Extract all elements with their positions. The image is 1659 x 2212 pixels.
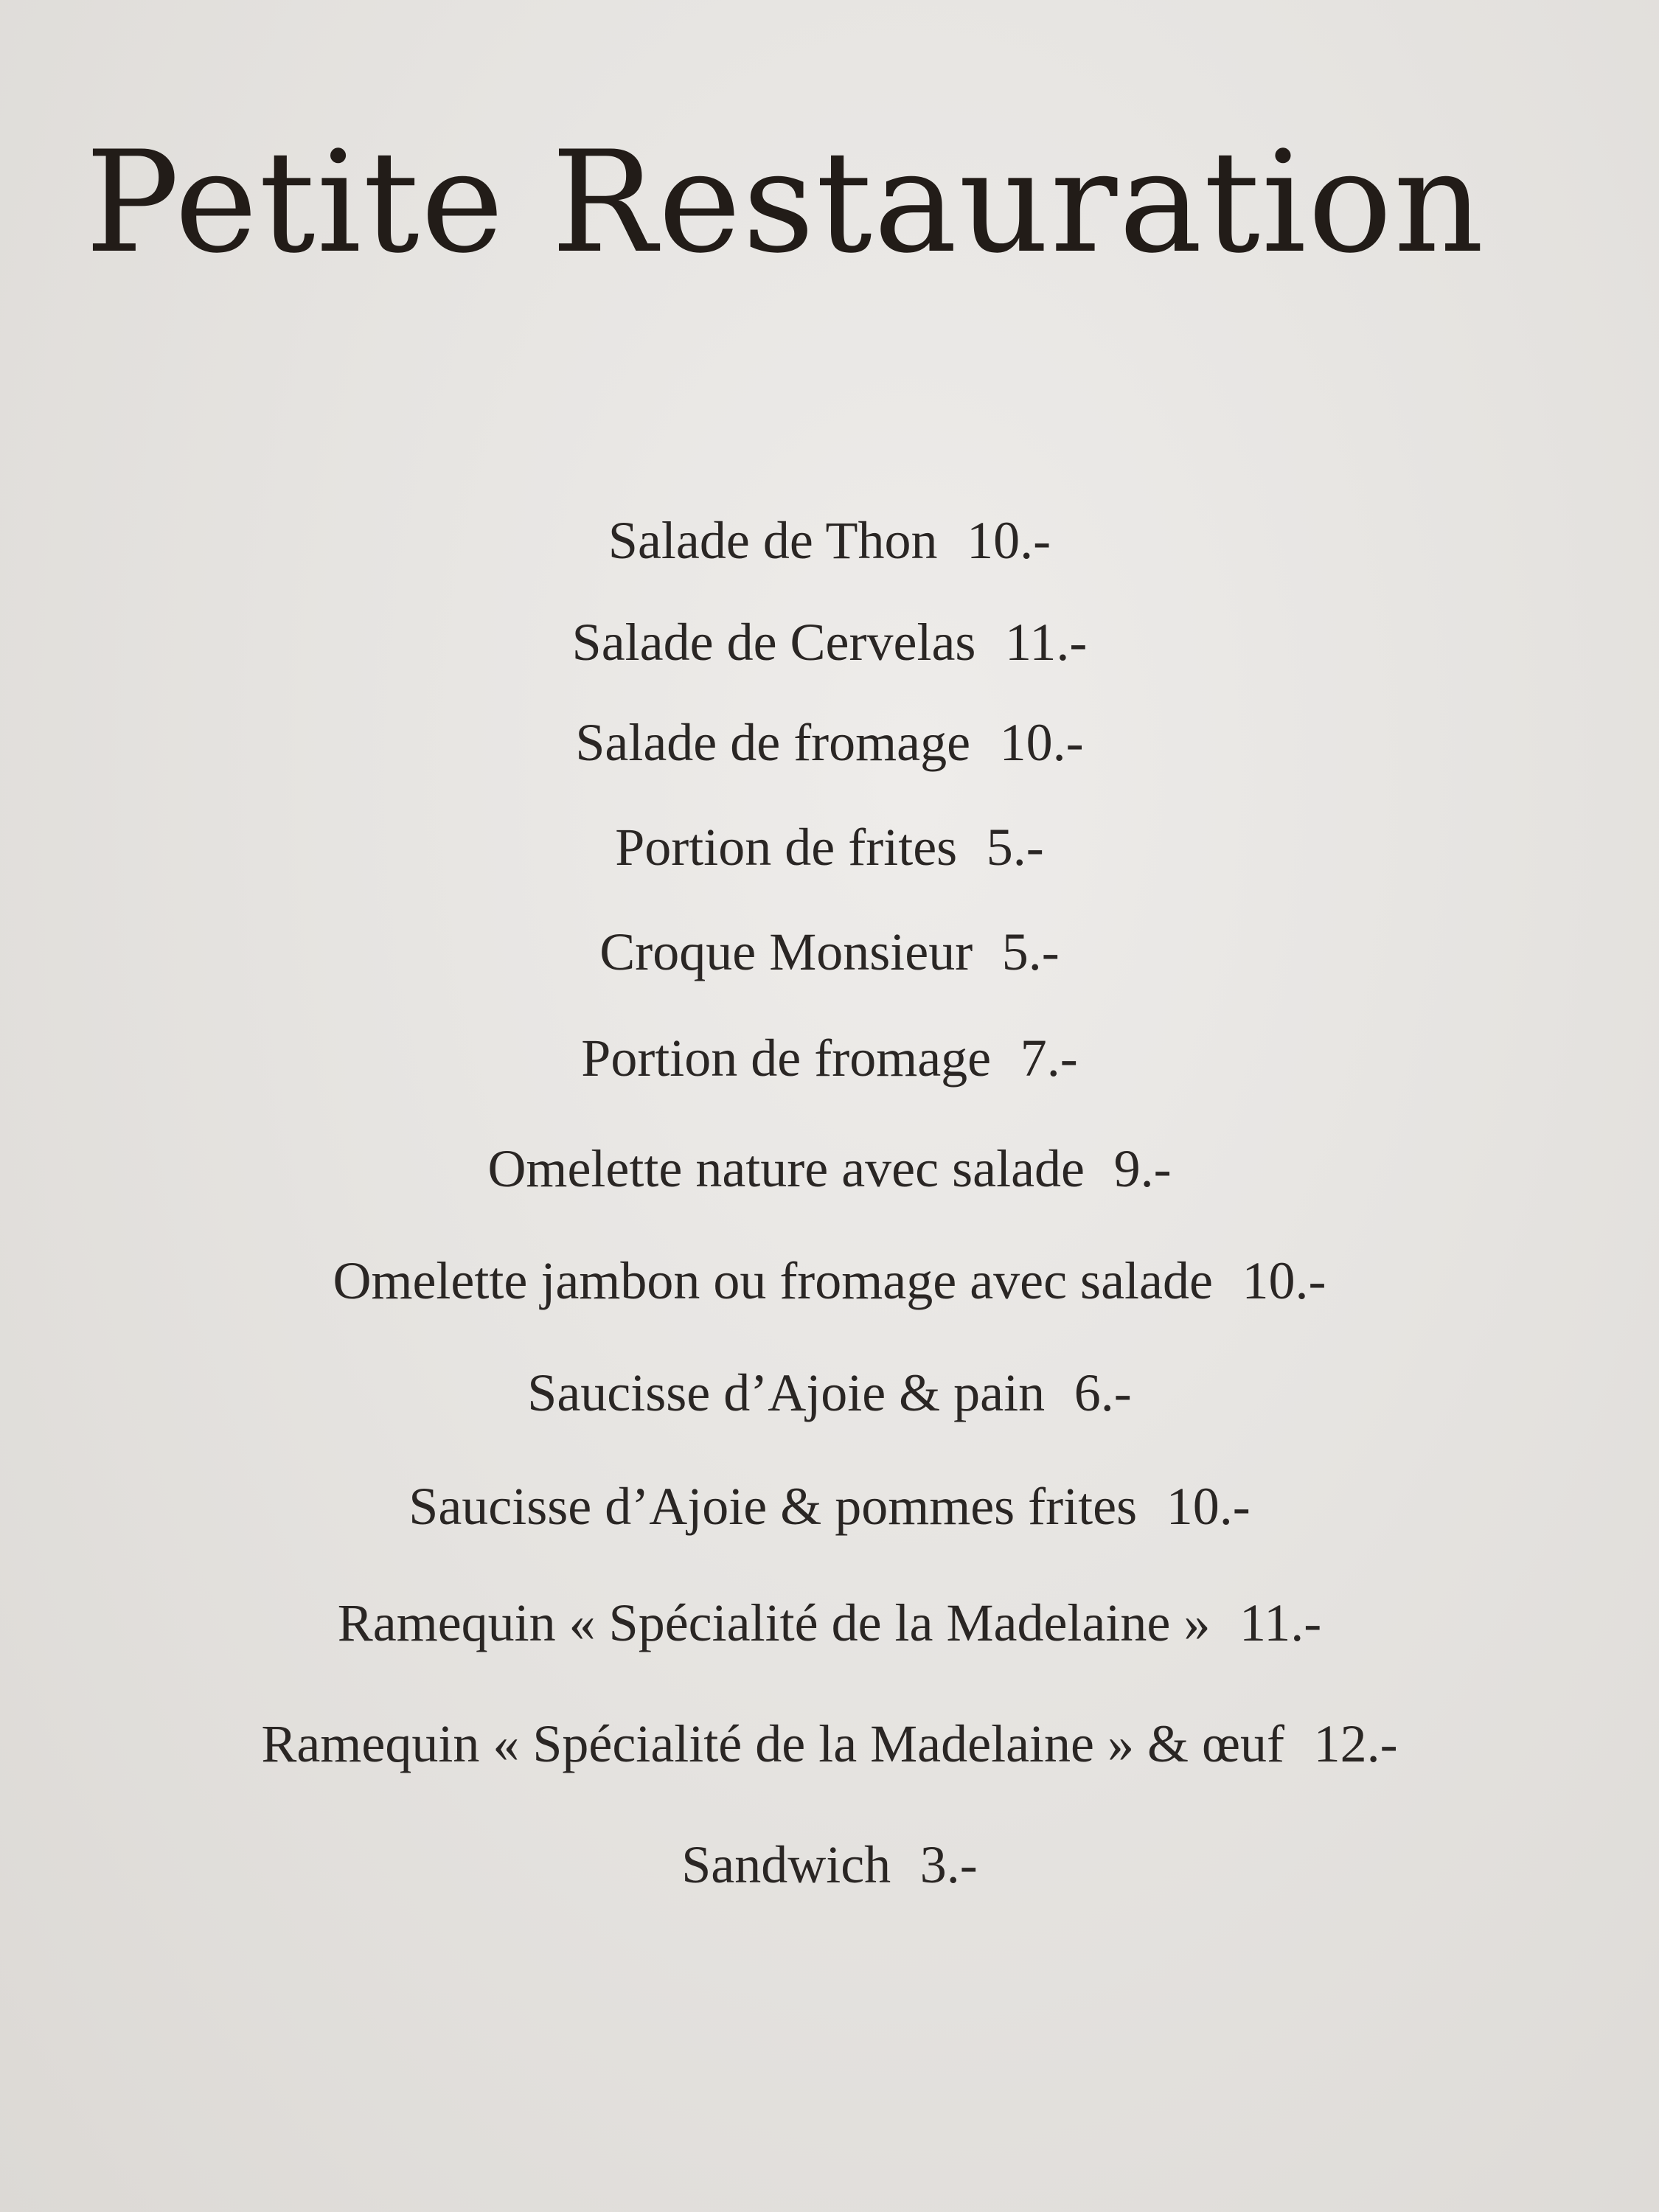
item-price: 5.- [1001, 922, 1060, 981]
item-price: 7.- [1020, 1029, 1078, 1088]
menu-item [0, 609, 1659, 675]
menu-item [0, 1248, 1659, 1314]
menu-item [0, 507, 1659, 574]
item-name: Omelette jambon ou fromage avec salade [333, 1251, 1213, 1310]
item-price: 10.- [999, 713, 1084, 772]
menu-item [0, 1025, 1659, 1091]
item-price: 6.- [1074, 1363, 1132, 1422]
item-price: 3.- [919, 1835, 978, 1894]
item-price: 12.- [1313, 1714, 1398, 1773]
menu-title: Petite Restauration [85, 121, 1486, 284]
menu-item [0, 709, 1659, 776]
item-price: 5.- [986, 818, 1044, 877]
menu-item [0, 1832, 1659, 1898]
item-name: Sandwich [681, 1835, 891, 1894]
item-name: Ramequin « Spécialité de la Madelaine » [337, 1593, 1211, 1652]
menu-item [0, 919, 1659, 985]
item-price: 11.- [1239, 1593, 1322, 1652]
item-name: Croque Monsieur [599, 922, 973, 981]
item-price: 10.- [1242, 1251, 1326, 1310]
item-name: Portion de fromage [581, 1029, 992, 1088]
menu-item [0, 1135, 1659, 1202]
item-price: 10.- [967, 511, 1051, 570]
item-name: Portion de frites [615, 818, 958, 877]
menu-item [0, 1711, 1659, 1777]
item-name: Omelette nature avec salade [487, 1139, 1085, 1198]
menu-item [0, 814, 1659, 880]
item-name: Saucisse d’Ajoie & pain [527, 1363, 1046, 1422]
menu-item [0, 1473, 1659, 1540]
item-name: Salade de fromage [575, 713, 971, 772]
item-price: 10.- [1166, 1477, 1251, 1536]
item-name: Saucisse d’Ajoie & pommes frites [408, 1477, 1138, 1536]
menu-item [0, 1360, 1659, 1426]
menu-item [0, 1590, 1659, 1656]
item-name: Salade de Thon [608, 511, 938, 570]
item-name: Salade de Cervelas [571, 613, 976, 672]
item-price: 11.- [1005, 613, 1088, 672]
item-name: Ramequin « Spécialité de la Madelaine » & œuf [261, 1714, 1284, 1773]
item-price: 9.- [1113, 1139, 1172, 1198]
